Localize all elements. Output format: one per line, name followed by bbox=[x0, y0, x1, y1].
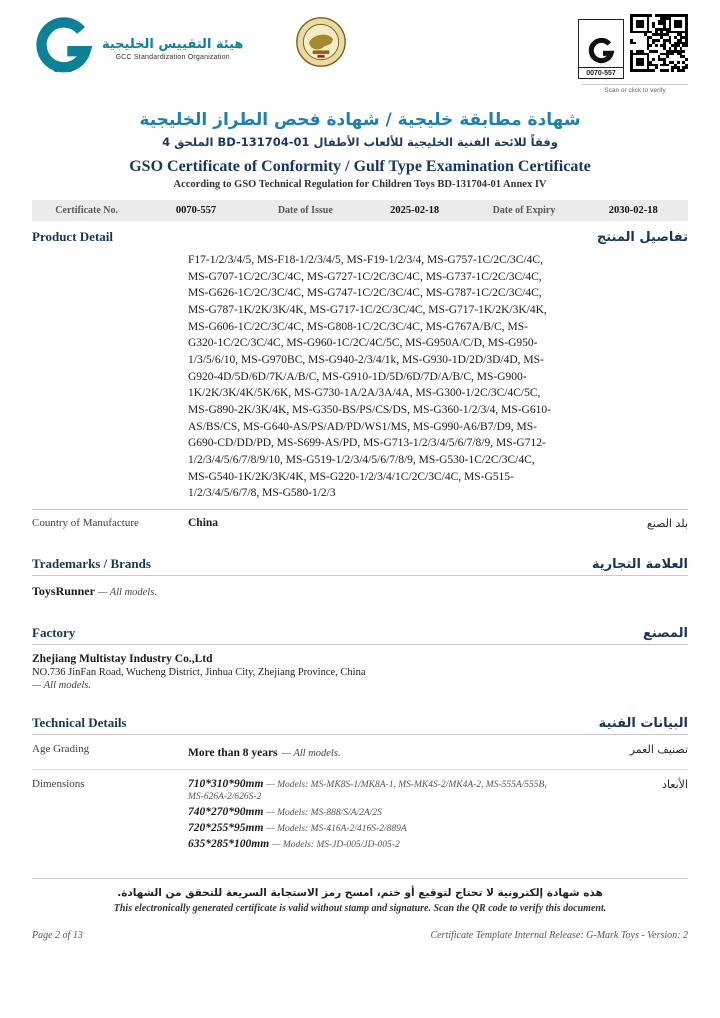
technical-details-heading bbox=[32, 715, 688, 735]
subtitle-english: According to GSO Technical Regulation for Children Toys BD-131704-01 Annex IV bbox=[173, 179, 547, 190]
age-grading-note: — All models. bbox=[281, 748, 341, 760]
header bbox=[32, 14, 688, 94]
verify-block bbox=[578, 14, 688, 94]
date-of-issue-label: Date of Issue bbox=[277, 205, 333, 216]
country-of-manufacture-row bbox=[32, 509, 688, 538]
trademarks-title-en: Trademarks / Brands bbox=[32, 556, 151, 572]
gso-logo-block bbox=[32, 14, 243, 83]
dimensions-label: Dimensions bbox=[32, 778, 85, 791]
brand-line bbox=[32, 584, 688, 599]
page-number: Page 2 of 13 bbox=[32, 930, 83, 942]
gmark-icon bbox=[587, 37, 615, 65]
product-detail-title-ar: تفاصيل المنتج bbox=[596, 230, 688, 245]
trademarks-title-ar: العلامة التجارية bbox=[591, 557, 688, 573]
dimension-entry bbox=[188, 822, 554, 834]
title-english: GSO Certificate of Conformity / Gulf Type Examination Certificate bbox=[129, 158, 591, 175]
qr-code[interactable] bbox=[630, 14, 688, 72]
dimension-models: — Models: MS-MK8S-1/MK8A-1, MS-MK4S-2/MK4A-2, MS-555A/555B, MS-626A-2/626S-2 bbox=[188, 780, 547, 803]
gso-arabic-name: هيئة التقييس الخليجية bbox=[102, 36, 244, 52]
footer-notes bbox=[32, 878, 688, 914]
dimension-value: 710*310*90mm bbox=[188, 778, 264, 791]
dimension-value: 740*270*90mm bbox=[188, 806, 264, 819]
models-label-spacer bbox=[32, 252, 184, 502]
dimension-models: — Models: MS-416A-2/416S-2/889A bbox=[266, 824, 407, 835]
dimension-entry bbox=[188, 838, 554, 850]
footer-note-arabic: هذه شهادة إلكترونية لا تحتاج لتوقيع أو ختم، امسح رمز الاستجابة السريعة للتحقق من الشهادة. bbox=[117, 887, 603, 900]
country-label-ar: بلد الصنع bbox=[646, 517, 688, 531]
title-arabic: شهادة مطابقة خليجية / شهادة فحص الطراز الخليجية bbox=[139, 110, 581, 130]
factory-address: NO.736 JinFan Road, Wucheng District, Jinhua City, Zhejiang Province, China bbox=[32, 667, 366, 679]
country-value: China bbox=[188, 517, 219, 530]
dimension-entry bbox=[188, 778, 554, 802]
brand-name: ToysRunner bbox=[32, 584, 95, 599]
gmark-code: 0070-557 bbox=[579, 67, 623, 78]
gcc-emblem-icon bbox=[295, 16, 347, 73]
age-grading-row bbox=[32, 735, 688, 770]
dimension-models: — Models: MS-888/S/A/2A/2S bbox=[266, 808, 382, 819]
dimensions-list bbox=[188, 778, 554, 854]
dimensions-label-ar: الأبعاد bbox=[662, 778, 688, 792]
subtitle-arabic: وفقاً للائحة الفنية الخليجية للألعاب الأطفال BD-131704-01 الملحق 4 bbox=[162, 135, 558, 149]
page-footer bbox=[32, 930, 688, 941]
product-detail-heading bbox=[32, 229, 688, 248]
footer-note-english: This electronically generated certificate is valid without stamp and signature. Scan the QR code to verify this document. bbox=[113, 903, 607, 915]
certificate-no-label: Certificate No. bbox=[55, 205, 119, 216]
factory-name: Zhejiang Multistay Industry Co.,Ltd bbox=[32, 653, 213, 666]
dimensions-row bbox=[32, 770, 688, 862]
technical-title-ar: البيانات الفنية bbox=[598, 716, 688, 732]
factory-note: — All models. bbox=[32, 680, 92, 692]
age-grading-label-ar: تصنيف العمر bbox=[629, 743, 688, 757]
certificate-info-bar bbox=[32, 200, 688, 221]
trademarks-heading bbox=[32, 556, 688, 576]
age-grading-value: More than 8 years bbox=[188, 747, 278, 760]
product-detail-title-en: Product Detail bbox=[32, 229, 113, 244]
date-of-expiry-label: Date of Expiry bbox=[492, 205, 556, 216]
factory-heading bbox=[32, 625, 688, 645]
verify-hint: Scan or click to verify bbox=[582, 84, 688, 94]
model-list: F17-1/2/3/4/5, MS-F18-1/2/3/4/5, MS-F19-1/2/3/4, MS-G757-1C/2C/3C/4C, MS-G707-1C/2C/3C/4C, MS-G727-1C/2C/3C/4C, MS-G737-1C/2C/3C/4C, MS-G626-1C/2C/3C/4C, MS-G747-1C/2C/3C/4C, MS-G787-1C/2C/3C/4C, MS-G787-1K/2K/3K/4K, MS-G717-1C/2C/3C/4C, MS-G717-1K/2K/3K/4K, MS-G606-1C/2C/3C/4C, MS-G808-1C/2C/3C/4C, MS-G767A/B/C, MS-G320-1C/2C/3C/4C, MS-G960-1C/2C/4C/5C, MS-G950A/C/D, MS-G950-1/3/5/6/10, MS-G970BC, MS-G940-2/3/4/1k, MS-G930-1D/2D/3D/4D, MS-G920-4D/5D/6D/7K/A/B/C, MS-G910-1D/5D/6D/7D/A/B/C, MS-G900-1K/2K/3K/4K/5K/6K, MS-G730-1A/2A/3A/4A, MS-G300-1/2C/3C/4C/5C, MS-G890-2K/3K/4K, MS-G350-BS/PS/CS/DS, MS-G360-1/2/3/4, MS-G610-AS/BS/CS, MS-G640-AS/PS/AD/PD/WS1/MS, MS-G990-A6/B7/D9, MS-G690-CD/DD/PD, MS-S699-AS/PD, MS-G713-1/2/3/4/5/6/7/8/9, MS-G712-1/2/3/4/5/6/7/8/9/10, MS-G519-1/2/3/4/5/6/7/8/9, MS-G530-1C/2C/3C/4C, MS-G540-1K/2K/3K/4K, MS-G220-1/2/3/4/1C/2C/3C/4C, MS-G515-1/2/3/4/5/6/7/8, MS-G580-1/2/3 bbox=[188, 254, 551, 500]
models-row bbox=[32, 252, 688, 502]
age-grading-label: Age Grading bbox=[32, 743, 90, 756]
certificate-no-value: 0070-557 bbox=[175, 205, 217, 216]
svg-text:GSO: GSO bbox=[52, 63, 74, 75]
template-release: Certificate Template Internal Release: G-Mark Toys - Version: 2 bbox=[430, 930, 688, 942]
models-ar-spacer bbox=[558, 252, 688, 502]
factory-title-ar: المصنع bbox=[642, 626, 688, 642]
factory-title-en: Factory bbox=[32, 625, 76, 641]
country-label: Country of Manufacture bbox=[32, 517, 139, 530]
date-of-expiry-value: 2030-02-18 bbox=[608, 205, 658, 216]
gso-english-name: GCC Standardization Organization bbox=[115, 53, 230, 61]
dimension-entry bbox=[188, 806, 554, 818]
gmark-badge bbox=[578, 19, 624, 79]
dimension-value: 720*255*95mm bbox=[188, 822, 264, 835]
brand-note: — All models. bbox=[97, 587, 157, 599]
date-of-issue-value: 2025-02-18 bbox=[390, 205, 440, 216]
dimension-models: — Models: MS-JD-005/JD-005-2 bbox=[272, 840, 400, 851]
technical-title-en: Technical Details bbox=[32, 715, 127, 731]
gso-logo-icon bbox=[32, 14, 94, 83]
dimension-value: 635*285*100mm bbox=[188, 838, 270, 851]
